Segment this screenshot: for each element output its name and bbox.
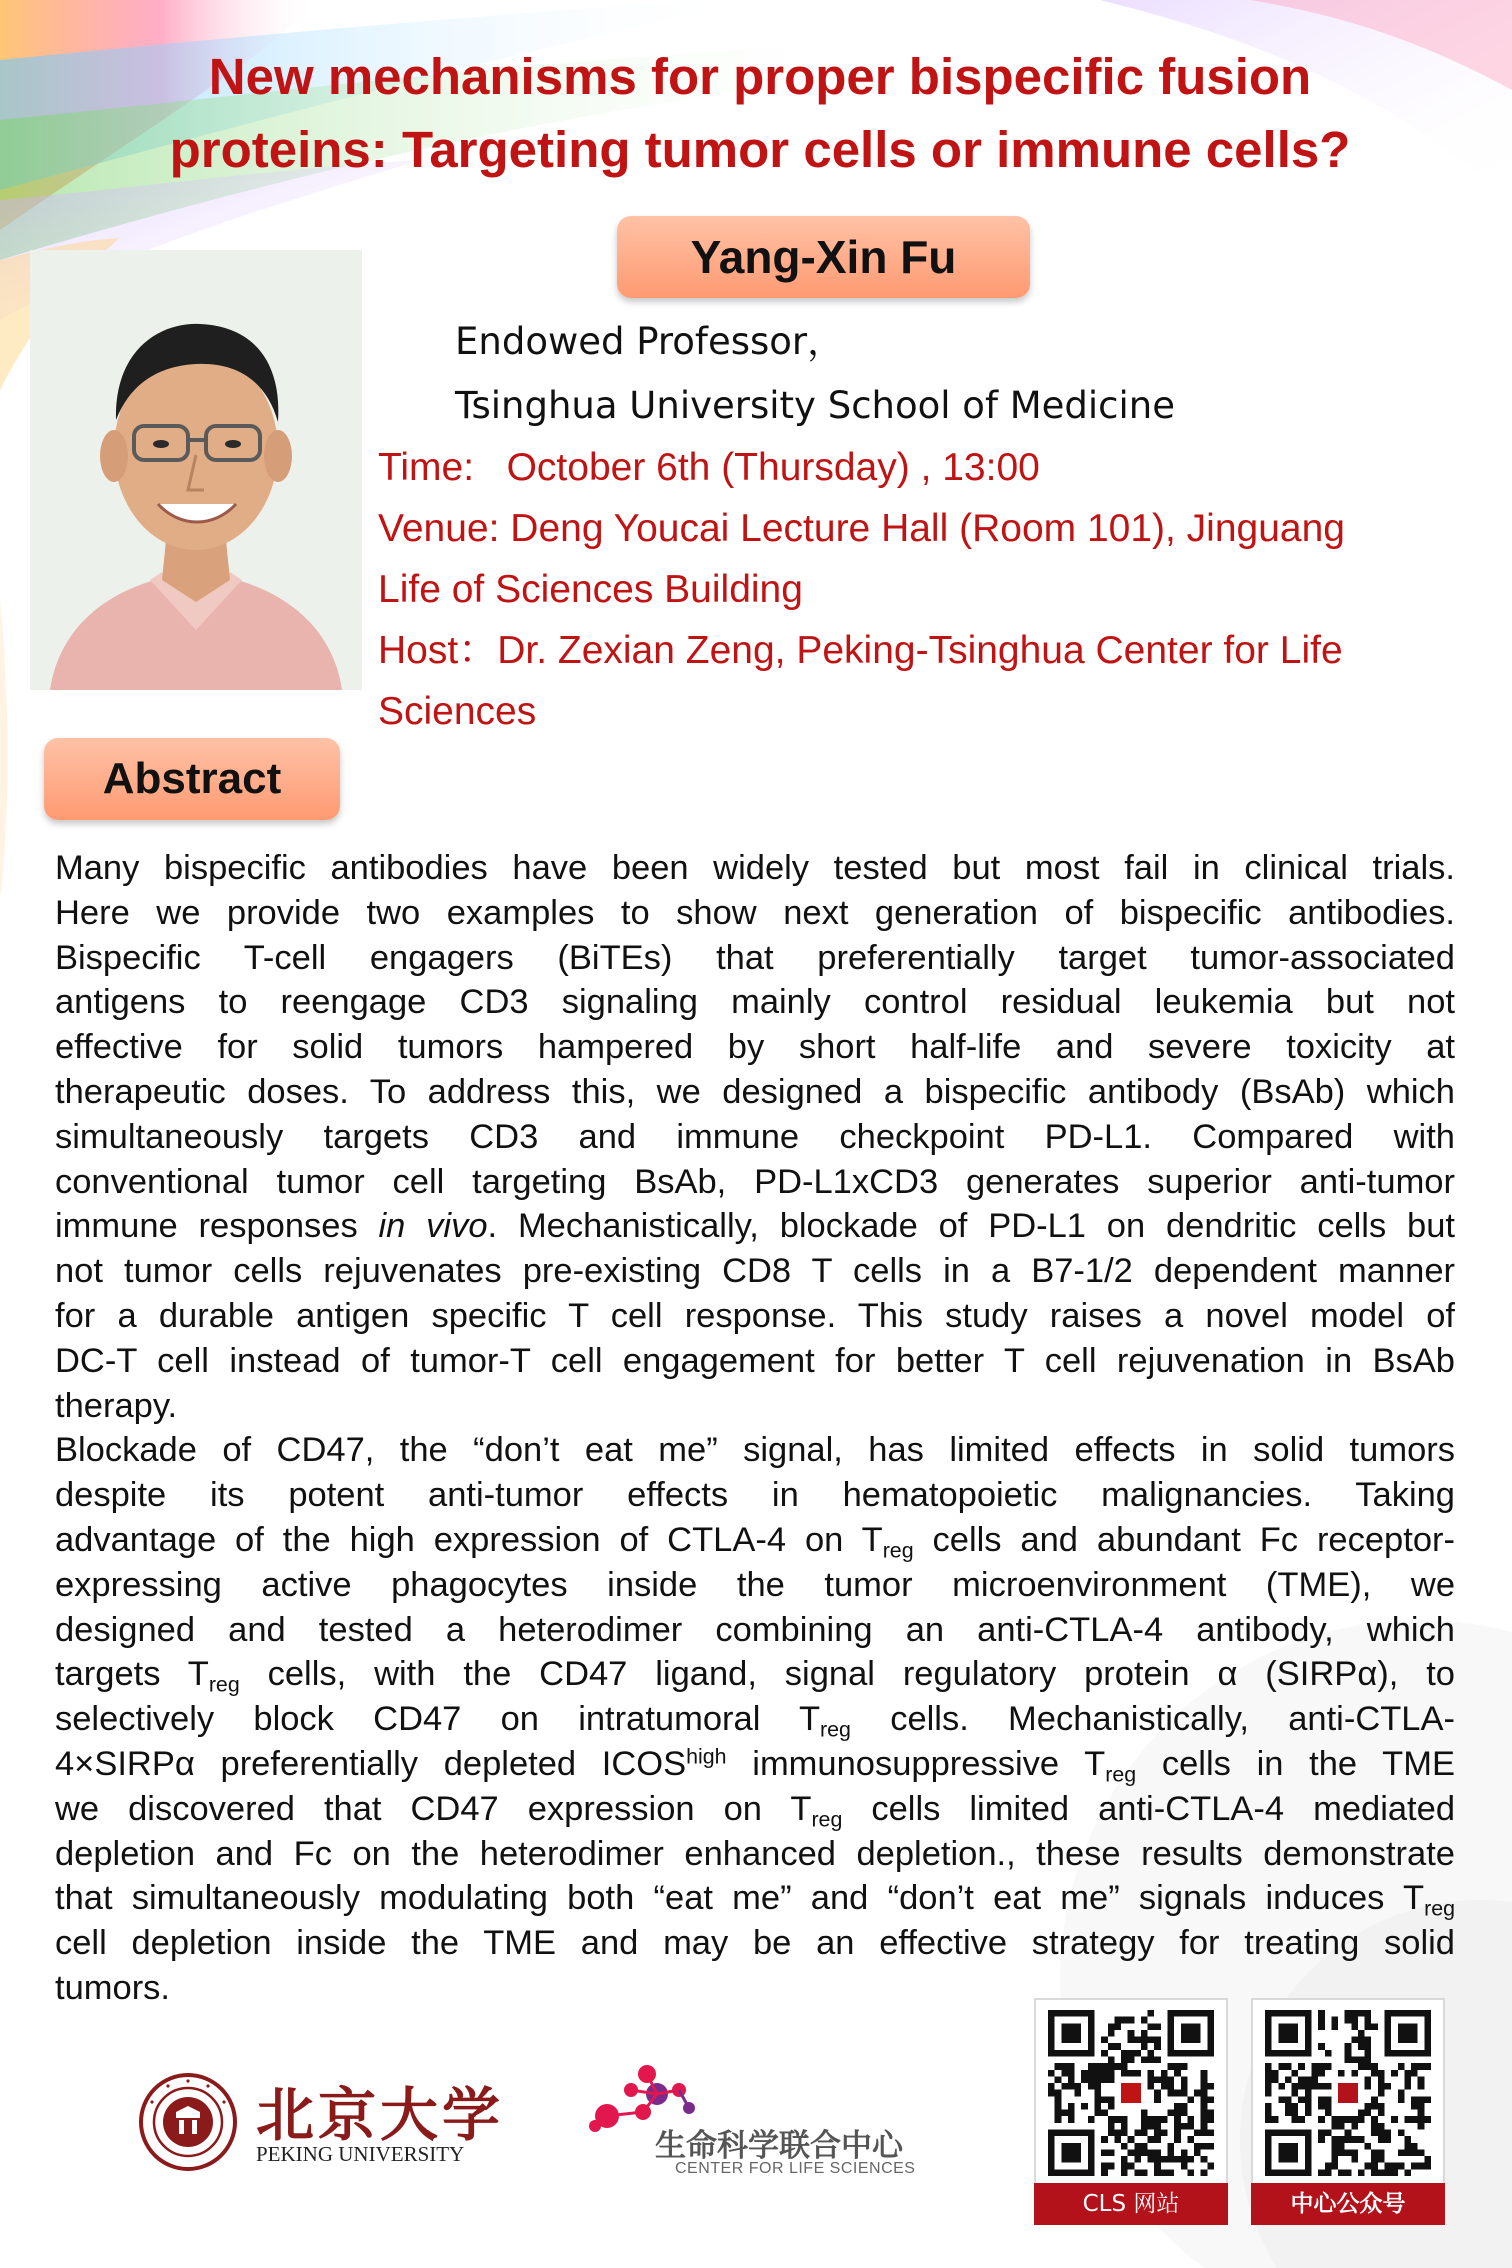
abstract-line: conventional tumor cell targeting BsAb, PD-L1xCD3 generates superior anti-tumor [55,1162,1455,1201]
abstract-line [55,1787,1455,1832]
abstract-line: simultaneously targets CD3 and immune checkpoint PD-L1. Compared with [55,1117,1455,1156]
subscript: reg [811,1807,843,1832]
host-label: Host： [378,629,498,672]
event-venue-line-2: Life of Sciences Building [378,568,803,611]
cls-logo [585,2060,925,2180]
qr-card-wechat-account [1251,1998,1445,2225]
abstract-line: Many bispecific antibodies have been widely tested but most fail in clinical trials. [55,849,1455,887]
abstract-body [55,846,1455,2011]
abstract-line [55,1204,1455,1249]
abstract-line: for a durable antigen specific T cell response. This study raises a novel model of [55,1296,1455,1335]
abstract-line: tumors. [55,1968,171,2007]
pku-name-cn: 北京大学 [256,2081,505,2149]
qr-card-cls-website [1034,1998,1228,2225]
qr-code-icon [1265,2010,1431,2176]
speaker-name: Yang-Xin Fu [690,231,957,283]
subscript: reg [1105,1762,1137,1787]
title-line-1: New mechanisms for proper bispecific fusion [208,48,1312,105]
speaker-portrait-icon [30,250,362,690]
text-run: cells and abundant Fc receptor- [913,1520,1455,1559]
abstract-line: depletion and Fc on the heterodimer enhanced depletion., these results demonstrate [55,1834,1455,1873]
abstract-line: Bispecific T-cell engagers (BiTEs) that preferentially target tumor-associated [55,938,1455,977]
abstract-line [55,1742,1455,1787]
abstract-line: Blockade of CD47, the “don’t eat me” signal, has limited effects in solid tumors [55,1431,1455,1470]
time-label: Time: [378,446,475,489]
abstract-line [55,1697,1455,1742]
cls-name-en: CENTER FOR LIFE SCIENCES [675,2160,916,2177]
speaker-photo [30,250,362,690]
title-line-2: proteins: Targeting tumor cells or immune cells? [169,121,1351,178]
text-run: 4×SIRPα preferentially depleted ICOS [55,1744,687,1783]
abstract-line [55,1876,1455,1921]
subscript: reg [1424,1896,1455,1921]
subscript: reg [208,1672,240,1697]
abstract-line: effective for solid tumors hampered by short half-life and severe toxicity at [55,1028,1455,1067]
text-run: cells. Mechanistically, anti-CTLA- [850,1700,1455,1739]
text-run: advantage of the high expression of CTLA-4 on T [55,1520,883,1559]
abstract-line: therapeutic doses. To address this, we designed a bispecific antibody (BsAb) which [55,1072,1455,1111]
abstract-heading: Abstract [102,754,282,803]
event-details [378,437,1488,742]
pku-name-en: PEKING UNIVERSITY [256,2142,465,2166]
text-run: cells limited anti-CTLA-4 mediated [842,1789,1456,1828]
text-run: that simultaneously modulating both “eat me” and “don’t eat me” signals induces T [55,1879,1425,1918]
speaker-name-badge [617,216,1030,298]
text-run: cells in the TME [1136,1744,1455,1783]
event-host [378,620,1488,681]
event-venue-line-1: Venue: Deng Youcai Lecture Hall (Room 101), Jinguang [378,507,1345,550]
superscript: high [686,1744,727,1769]
event-host-line-2: Sciences [378,690,537,733]
speaker-affiliation: Tsinghua University School of Medicine [455,384,1176,427]
host-value: Dr. Zexian Zeng, Peking-Tsinghua Center for Life [497,629,1343,672]
event-time [378,437,1488,498]
abstract-line: DC-T cell instead of tumor-T cell engagement for better T cell rejuvenation in BsAb [55,1341,1455,1380]
pku-seal-icon [138,2072,238,2172]
subscript: reg [820,1717,851,1742]
speaker-title: Endowed Professor， [455,320,845,363]
text-run: . Mechanistically, blockade of PD-L1 on dendritic cells but [487,1207,1455,1246]
abstract-line: expressing active phagocytes inside the tumor microenvironment (TME), we [55,1565,1455,1604]
qr-code-icon [1048,2010,1214,2176]
text-run: immune responses [55,1207,379,1246]
abstract-line: cell depletion inside the TME and may be an effective strategy for treating solid [55,1924,1455,1963]
abstract-line: designed and tested a heterodimer combining an anti-CTLA-4 antibody, which [55,1610,1455,1649]
pku-logo [138,2068,505,2178]
speaker-affiliation-block [455,310,1455,438]
text-run: selectively block CD47 on intratumoral T [55,1700,821,1739]
italic-term: in vivo [378,1207,488,1246]
text-run: immunosuppressive T [726,1744,1106,1783]
time-value: October 6th (Thursday) , 13:00 [506,446,1040,489]
cls-name-cn: 生命科学联合中心 [655,2128,903,2164]
abstract-line: antigens to reengage CD3 signaling mainly control residual leukemia but not [55,983,1455,1022]
abstract-heading-badge [44,738,340,820]
abstract-line [55,1518,1455,1563]
subscript: reg [882,1538,914,1563]
qr-caption-cls-website: CLS 网站 [1034,2183,1228,2225]
abstract-line: despite its potent anti-tumor effects in hematopoietic malignancies. Taking [55,1476,1455,1515]
abstract-line [55,1652,1455,1697]
text-run: cells, with the CD47 ligand, signal regulatory protein α (SIRPα), to [239,1655,1455,1694]
poster-title [40,40,1480,186]
text-run: targets T [55,1655,209,1694]
text-run: we discovered that CD47 expression on T [55,1789,812,1828]
abstract-line: therapy. [55,1386,178,1425]
qr-caption-wechat-account: 中心公众号 [1251,2183,1445,2225]
abstract-line: not tumor cells rejuvenates pre-existing CD8 T cells in a B7-1/2 dependent manner [55,1252,1455,1291]
abstract-line: Here we provide two examples to show next generation of bispecific antibodies. [55,893,1455,932]
